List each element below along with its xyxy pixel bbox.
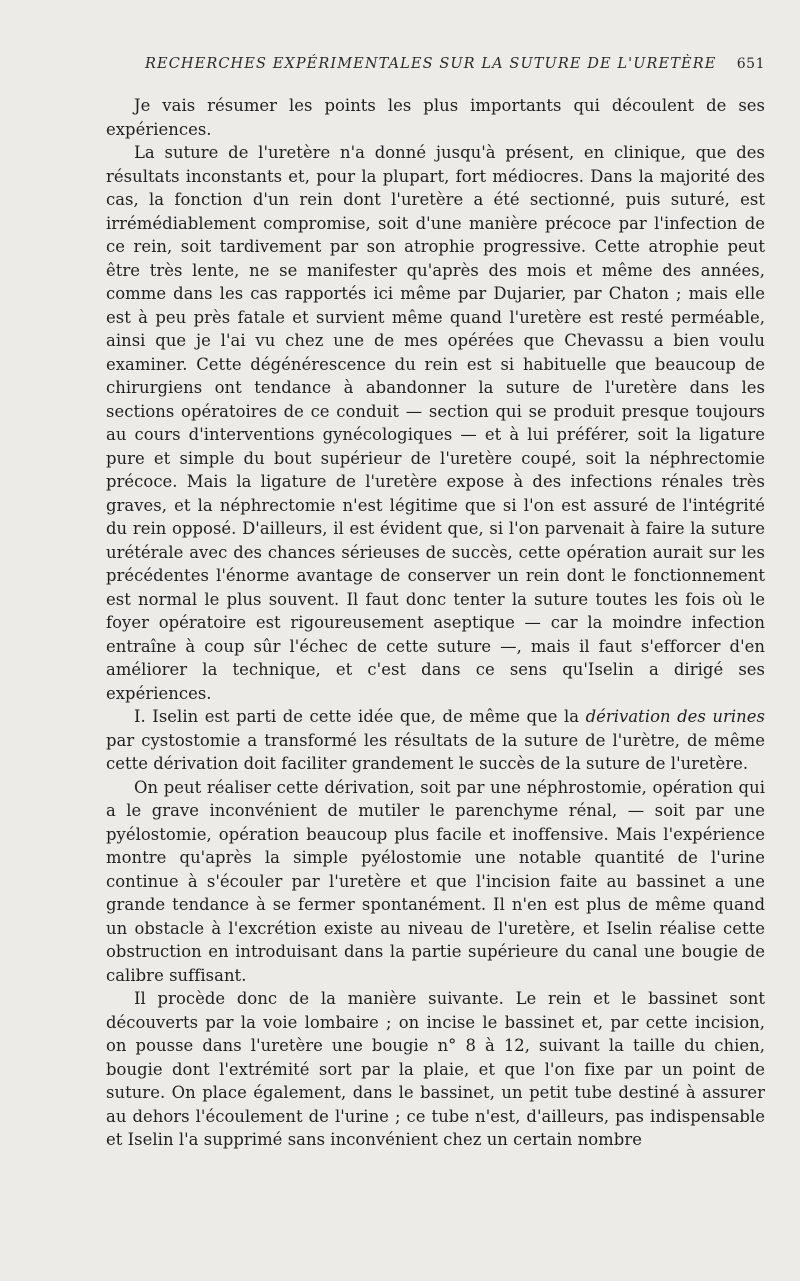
paragraph-derivation — [106, 705, 765, 776]
running-head — [145, 56, 765, 78]
body-text — [106, 94, 765, 1152]
paragraph-pyelostomy: On peut réaliser cette dérivation, soit par une néphrostomie, opération qui a le grave inconvénient de mutiler le parenchyme rénal, — soit par une pyélostomie, opération beaucoup plus facile et inoffensive. Mais l'expérience montre qu'après la simple pyélostomie une notable quantité de l'urine continue à s'écouler par l'uretère et que l'incision faite au bassinet a une grande tendance à se fermer spontanément. Il n'en est plus de même quand un obstacle à l'excrétion existe au niveau de l'uretère, et Iselin réalise cette obstruction en introduisant dans la partie supérieure du canal une bougie de calibre suffisant. — [106, 777, 765, 985]
paragraph-suture-results: La suture de l'uretère n'a donné jusqu'à présent, en clinique, que des résultats inconstants et, pour la plupart, fort médiocres. Dans la majorité des cas, la fonction d'un rein dont l'uretère a été sectionné, puis suturé, est irrémédiablement compromise, soit d'une manière précoce par l'infection de ce rein, soit tardivement par son atrophie progressive. Cette atrophie peut être très lente, ne se manifester qu'après des mois et même des années, comme dans les cas rapportés ici même par Dujarier, par Chaton ; mais elle est à peu près fatale et survient même quand l'uretère est resté perméable, ainsi que je l'ai vu chez une de mes opérées que Chevassu a bien voulu examiner. Cette dégénérescence du rein est si habituelle que beaucoup de chirurgiens ont tendance à abandonner la suture de l'uretère dans les sections opératoires de ce conduit — section qui se produit presque toujours au cours d'interventions gynécologiques — et à lui préférer, soit la ligature pure et simple du bout supérieur de l'uretère coupé, soit la néphrectomie précoce. Mais la ligature de l'uretère expose à des infections rénales très graves, et la néphrectomie n'est légitime que si l'on est assuré de l'intégrité du rein opposé. D'ailleurs, il est évident que, si l'on parvenait à faire la suture urétérale avec des chances sérieuses de succès, cette opération aurait sur les précédentes l'énorme avantage de conserver un rein dont le fonctionnement est normal le plus souvent. Il faut donc tenter la suture toutes les fois où le foyer opératoire est rigoureusement aseptique — car la moindre infection entraîne à coup sûr l'échec de cette suture —, mais il faut s'efforcer d'en améliorer la technique, et c'est dans ce sens qu'Iselin a dirigé ses expériences. — [106, 143, 765, 703]
derivation-text-end: par cystostomie a transformé les résultats de la suture de l'urètre, de même cette dérivation doit faciliter grandement le succès de la suture de l'uretère. — [106, 730, 765, 773]
derivation-text-start: I. Iselin est parti de cette idée que, de même que la — [134, 707, 586, 726]
page-number: 651 — [736, 56, 765, 72]
paragraph-procedure: Il procède donc de la manière suivante. Le rein et le bassinet sont découverts par la voie lombaire ; on incise le bassinet et, par cette incision, on pousse dans l'uretère une bougie n° 8 à 12, suivant la taille du chien, bougie dont l'extrémité sort par la plaie, et que l'on fixe par un point de suture. On place également, dans le bassinet, un petit tube destiné à assurer au dehors l'écoulement de l'urine ; ce tube n'est, d'ailleurs, pas indispensable et Iselin l'a supprimé sans inconvénient chez un certain nombre — [106, 989, 765, 1149]
emphasis-derivation-urines: dérivation des urines — [585, 707, 765, 726]
running-title: RECHERCHES EXPÉRIMENTALES SUR LA SUTURE DE L'URETÈRE — [145, 56, 717, 72]
paragraph-intro: Je vais résumer les points les plus importants qui découlent de ses expériences. — [106, 96, 765, 139]
